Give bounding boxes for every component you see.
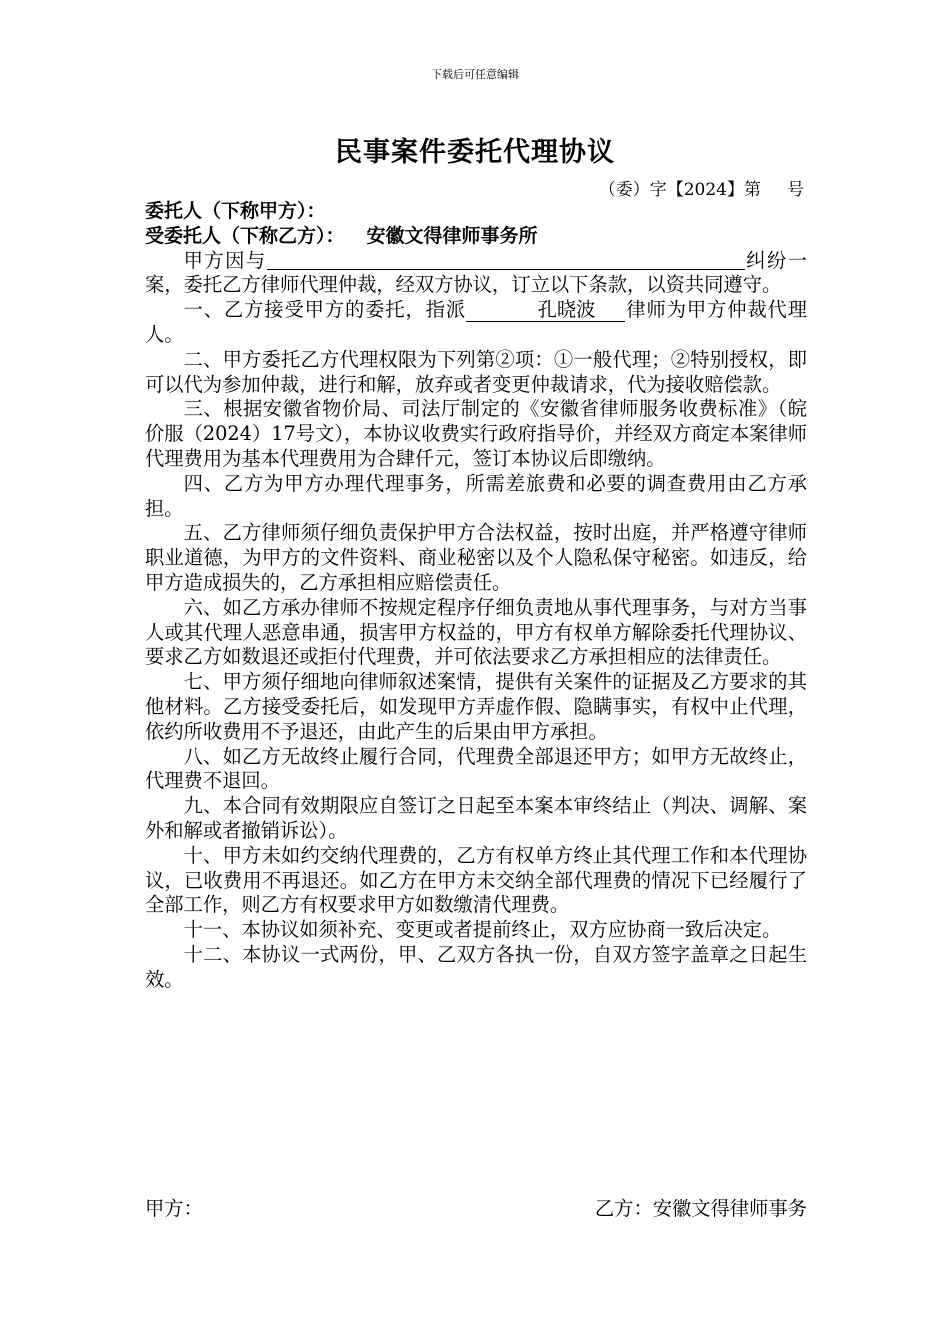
intro-trail: 纠纷一案，委托乙方律师代理仲裁，经双方协议，订立以下条款，以资共同遵守。 — [145, 248, 808, 297]
clause-2: 二、甲方委托乙方代理权限为下列第②项：①一般代理；②特别授权，即可以代为参加仲裁，进行和解，放弃或者变更仲裁请求，代为接收赔偿款。 — [145, 347, 807, 396]
document-number — [599, 175, 804, 200]
clause-12: 十二、本协议一式两份，甲、乙双方各执一份，自双方签字盖章之日起生效。 — [145, 942, 807, 991]
clause-1-trail: 律师为甲方仲裁代理人。 — [145, 298, 808, 346]
header-note: 下载后可任意编辑 — [431, 68, 519, 81]
client-line — [145, 199, 807, 224]
agent-label: 受委托人（下称乙方）： — [145, 224, 345, 247]
clause-8: 八、如乙方无故终止履行合同，代理费全部退还甲方；如甲方无故终止，代理费不退回。 — [145, 744, 807, 793]
intro-paragraph — [145, 249, 807, 299]
intro-lead: 甲方因与 — [183, 248, 267, 272]
agent-name: 安徽文得律师事务所 — [366, 224, 538, 247]
clause-10: 十、甲方未如约交纳代理费的，乙方有权单方终止其代理工作和本代理协议，已收费用不再退还。如乙方在甲方未交纳全部代理费的情况下已经履行了全部工作，则乙方有权要求甲方如数缴清代理费。 — [145, 843, 807, 917]
agreement-body — [145, 199, 807, 993]
clause-11: 十一、本协议如须补充、变更或者提前终止，双方应协商一致后决定。 — [183, 918, 782, 942]
agent-line — [145, 224, 807, 249]
party-a-signature: 甲方： — [145, 1197, 203, 1220]
signature-row — [145, 1193, 807, 1221]
document-title: 民事案件委托代理协议 — [335, 137, 615, 168]
assigned-lawyer: 孔晓波 — [466, 299, 625, 322]
document-number-suffix: 号 — [787, 180, 804, 200]
clause-3: 三、根据安徽省物价局、司法厅制定的《安徽省律师服务收费标准》（皖价服（2024）17号文），本协议收费实行政府指导价，并经双方商定本案律师代理费用为基本代理费用为合肆仟元，签订本协议后即缴纳。 — [145, 397, 807, 470]
clause-1-lead: 一、乙方接受甲方的委托，指派 — [183, 298, 467, 322]
party-b-signature: 乙方：安徽文得律师事务 — [594, 1197, 807, 1220]
document-number-prefix: （委）字【2024】第 — [598, 180, 761, 200]
clause-4: 四、乙方为甲方办理代理事务，所需差旅费和必要的调查费用由乙方承担。 — [145, 471, 807, 520]
clause-1 — [145, 298, 807, 348]
clause-6: 六、如乙方承办律师不按规定程序仔细负责地从事代理事务，与对方当事人或其代理人恶意串通，损害甲方权益的，甲方有权单方解除委托代理协议、要求乙方如数退还或拒付代理费，并可依法要求乙方承担相应的法律责任。 — [145, 595, 807, 669]
dispute-party-blank — [267, 250, 745, 270]
clause-5: 五、乙方律师须仔细负责保护甲方合法权益，按时出庭，并严格遵守律师职业道德，为甲方的文件资料、商业秘密以及个人隐私保守秘密。如违反，给甲方造成损失的，乙方承担相应赔偿责任。 — [145, 521, 807, 594]
clause-9: 九、本合同有效期限应自签订之日起至本案本审终结止（判决、调解、案外和解或者撤销诉讼）。 — [145, 794, 807, 842]
clause-7: 七、甲方须仔细地向律师叙述案情，提供有关案件的证据及乙方要求的其他材料。乙方接受委托后，如发现甲方弄虚作假、隐瞒事实，有权中止代理，依约所收费用不予退还，由此产生的后果由甲方承担。 — [145, 670, 807, 743]
client-label: 委托人（下称甲方）： — [145, 200, 326, 222]
